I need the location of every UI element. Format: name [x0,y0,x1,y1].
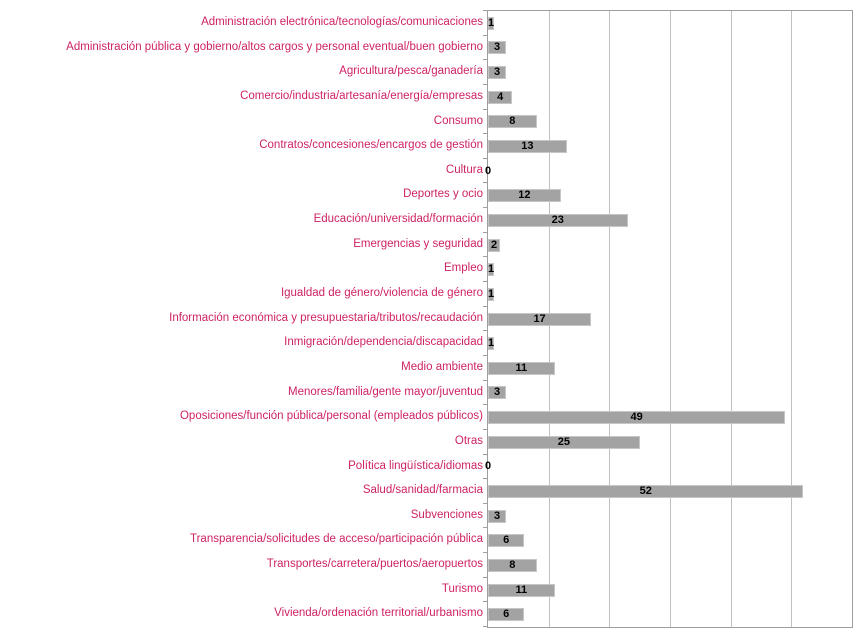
category-label: Educación/universidad/formación [313,213,483,226]
plot-area [484,10,853,628]
axis-tick [483,601,487,602]
category-label: Agricultura/pesca/ganadería [339,65,483,78]
axis-tick [483,281,487,282]
axis-tick [483,355,487,356]
bar-value-label: 12 [518,189,531,202]
axis-tick [483,429,487,430]
bar-value-label: 11 [515,583,528,596]
category-label: Administración pública y gobierno/altos cargos y personal eventual/buen gobierno [66,40,483,53]
axis-tick [483,84,487,85]
category-label: Subvenciones [410,508,483,521]
bar-value-label: 11 [515,361,528,374]
category-label: Emergencias y seguridad [353,237,483,250]
bar-value-label: 3 [494,66,501,79]
gridline [670,11,671,627]
axis-tick [483,404,487,405]
category-label: Medio ambiente [401,360,483,373]
axis-tick [483,306,487,307]
bar-value-label: 1 [487,16,495,29]
category-label: Transportes/carretera/puertos/aeropuertos [266,558,483,571]
axis-tick [483,527,487,528]
bar-value-label: 8 [509,558,516,571]
bar-value-label: 3 [494,386,501,399]
axis-tick [483,626,487,627]
bar-value-label: 0 [484,460,492,473]
category-label: Cultura [445,163,483,176]
category-label: Igualdad de género/violencia de género [280,287,483,300]
axis-tick [483,503,487,504]
bar-value-label: 49 [630,411,643,424]
gridline [731,11,732,627]
bar-value-label: 23 [551,213,564,226]
axis-tick [483,109,487,110]
bar-value-label: 3 [494,41,501,54]
bar-value-label: 3 [494,509,501,522]
axis-tick [483,454,487,455]
bar-value-label: 2 [491,238,498,251]
bar-value-label: 4 [497,90,504,103]
category-label: Consumo [433,114,483,127]
category-label: Menores/familia/gente mayor/juventud [288,385,483,398]
axis-tick [483,232,487,233]
axis-tick [483,158,487,159]
axis-tick [483,552,487,553]
axis-tick [483,207,487,208]
bar-value-label: 6 [503,608,510,621]
gridline [609,11,610,627]
category-label: Política lingüística/idiomas [348,459,483,472]
axis-tick [483,577,487,578]
axis-tick [483,330,487,331]
category-label: Administración electrónica/tecnologías/comunicaciones [201,16,483,28]
category-label: Vivienda/ordenación territorial/urbanismo [274,607,483,620]
category-label: Información económica y presupuestaria/tributos/recaudación [169,311,483,324]
axis-tick [483,10,487,11]
axis-tick [483,380,487,381]
axis-tick [483,256,487,257]
bar-value-label: 0 [484,164,492,177]
bar-value-label: 25 [557,435,570,448]
bar-value-label: 1 [487,263,495,276]
bar-value-label: 6 [503,534,510,547]
category-label: Oposiciones/función pública/personal (empleados públicos) [179,410,483,423]
category-label: Salud/sanidad/farmacia [362,484,483,497]
category-label: Otras [454,434,483,447]
axis-tick [483,35,487,36]
category-label: Turismo [441,582,483,595]
bar-value-label: 17 [533,312,546,325]
category-label: Comercio/industria/artesanía/energía/empresas [240,89,483,102]
axis-tick [483,59,487,60]
bar-value-label: 1 [487,337,495,350]
bar-value-label: 52 [639,484,652,497]
bar-value-label: 1 [487,287,495,300]
category-label: Empleo [444,262,483,275]
bar-value-label: 13 [521,140,534,153]
bar-value-label: 8 [509,115,516,128]
gridline [791,11,792,627]
axis-tick [483,182,487,183]
axis-tick [483,478,487,479]
category-label: Deportes y ocio [403,188,483,201]
category-axis [0,10,483,628]
category-label: Transparencia/solicitudes de acceso/participación pública [190,533,483,546]
axis-tick [483,133,487,134]
category-label: Inmigración/dependencia/discapacidad [284,336,483,349]
category-label: Contratos/concesiones/encargos de gestión [259,139,483,152]
